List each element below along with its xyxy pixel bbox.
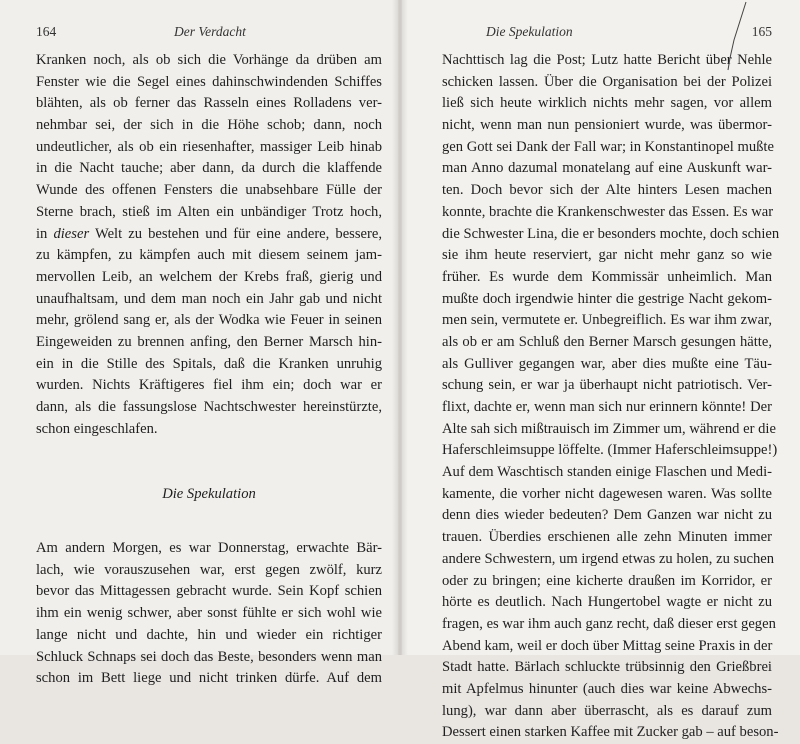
text-line: früher. Es wurde dem Kommissär unheimlich. Man	[442, 268, 772, 285]
text-line: die Schwester Lina, die er besonders mochte, doch schien	[442, 225, 780, 242]
right-page	[402, 0, 800, 741]
text-line: Haferschleimsuppe löffelte. (Immer Haferschleimsuppe!)	[442, 442, 778, 459]
right-page-header	[442, 23, 772, 41]
text-line: men sein, vermutete er. Unbegreiflich. Es war ihm zwar,	[442, 312, 772, 329]
text-line: oder zu bringen; eine kicherte draußen im Korridor, er	[442, 572, 772, 589]
text-line: nicht, wenn man nun pensioniert wurde, was übermor-	[442, 117, 772, 134]
text-line: Alte sah sich mißtrauisch im Zimmer um, während er die	[442, 420, 776, 437]
text-line: als ob er am Schluß den Berner Marsch gesungen hätte,	[442, 333, 772, 350]
text-line: fragen, es war ihm auch ganz recht, daß dieser erst gegen	[442, 615, 776, 632]
text-line: andere Schwestern, um irgend etwas zu holen, zu suchen	[442, 550, 775, 567]
text-line: wurden. Nichts Kräftigeres fiel ihm ein; doch war er	[36, 377, 382, 394]
text-line: mit Apfelmus hinunter (auch dies war keine Abwechs-	[442, 680, 772, 697]
text-line: man Anno dazumal monatelang auf eine Auskunft war-	[442, 160, 772, 177]
text-line: Auf dem Waschtisch standen einige Flaschen und Medi-	[442, 464, 772, 481]
text-line: Abend kam, weil er doch über Mittag seine Praxis in der	[442, 637, 773, 654]
book-gutter-shadow	[392, 0, 408, 655]
text-line: kamente, die vorher nicht dagewesen waren. Was sollte	[442, 485, 772, 502]
text-line: Am andern Morgen, es war Donnerstag, erwachte Bär-	[36, 540, 382, 557]
section-spacer	[36, 440, 382, 484]
text-line: mußte doch irgendwie hinter die gestrige Nacht gekom-	[442, 290, 772, 307]
left-page-text	[36, 50, 382, 690]
left-page-header	[36, 23, 382, 41]
right-paragraph	[442, 50, 780, 744]
section-heading: Die Spekulation	[162, 486, 256, 503]
text-line: lach, wie vorauszusehen war, erst gegen zwölf, kurz	[36, 561, 382, 578]
text-line: Nachttisch lag die Post; Lutz hatte Bericht über Nehle	[442, 52, 772, 68]
text-line: nehmbar sei, der sich in die Höhe schob; dann, noch	[36, 117, 382, 134]
text-line: ließ sich heute wirklich nichts mehr sagen, vor allem	[442, 95, 772, 112]
left-paragraph-end	[36, 245, 382, 440]
text-line: bevor das Mittagessen gebracht wurde. Sein Kopf schien	[36, 583, 382, 600]
text-line-italic	[36, 224, 382, 246]
text-line: Sterne brach, stieß im Alten ein unbändiger Trotz hoch,	[36, 203, 382, 220]
text-line: konnte, brachte die Krankenschwester das Essen. Es war	[442, 203, 774, 220]
text-line: lange nicht und dachte, hin und wieder ein richtiger	[36, 626, 382, 643]
text-line: undeutlicher, als ob ein riesenhafter, massiger Leib hinab	[36, 138, 382, 155]
text-line: schon eingeschlafen.	[36, 420, 158, 437]
text-line: mehr, grölend sang er, als der Wodka wie Feuer in seinen	[36, 312, 382, 329]
text-line: ihm ein wenig schwer, aber sonst fühlte er sich wohl wie	[36, 605, 382, 622]
text-line: sie ihm heute reserviert, gar nicht mehr ganz so wie	[442, 247, 772, 264]
text-line: lung), war dann aber überrascht, als es darauf zum	[442, 702, 772, 719]
text-line: zu kämpfen, zu kämpfen auch mit diesem seinem jam-	[36, 247, 382, 264]
text-line: ten. Doch bevor sich der Alte hinters Lesen machen	[442, 182, 772, 199]
text-line: mervollen Leib, an welchem der Krebs fraß, gierig und	[36, 268, 382, 285]
text-line: trauen. Überdies erschienen alle zehn Minuten immer	[442, 529, 772, 546]
text-line: Wunde des offenen Fensters die unabsehbare Fülle der	[36, 182, 382, 199]
text-line: schung sein, er war ja überhaupt nicht patriotisch. Ver-	[442, 377, 772, 394]
text-fragment: Welt zu bestehen und für eine andere, bessere,	[89, 225, 382, 242]
right-page-text	[442, 50, 780, 744]
right-page-number: 165	[751, 24, 772, 39]
text-line: als Gulliver gegangen war, aber dies mußte eine Täu-	[442, 355, 772, 372]
section-spacer	[36, 506, 382, 538]
right-running-title: Die Spekulation	[486, 24, 573, 39]
left-running-title: Der Verdacht	[174, 24, 246, 39]
text-line: schicken lassen. Über die Organisation bei der Polizei	[442, 73, 772, 90]
section-paragraph	[36, 538, 382, 690]
text-line: dann, als die fassungslose Nachtschwester hereinstürzte,	[36, 399, 382, 415]
left-page	[0, 0, 398, 687]
text-line: Schluck Schnaps sei doch das Beste, besonders wenn man	[36, 648, 382, 665]
text-line: ein in die Stille des Spitals, daß die Kranken unruhig	[36, 355, 382, 372]
text-line: hörte es deutlich. Nach Hungertobel wagte er nicht zu	[442, 594, 772, 611]
left-paragraph-continuation	[36, 50, 382, 224]
text-fragment: in	[36, 225, 54, 242]
text-line: blähten, als ob ferner das Rasseln eines Rolladens ver-	[36, 95, 382, 112]
text-line: flixt, dachte er, wenn man sich nur erinnern könnte! Der	[442, 399, 772, 415]
text-line: denn dies wieder bedeuten? Dem Ganzen war nicht zu	[442, 507, 772, 524]
text-line: gen Gott sei Dank der Fall war; in Konstantinopel mußte	[442, 138, 774, 155]
text-line: in die Nacht tauche; aber dann, da durch die klaffende	[36, 160, 382, 177]
text-line: Kranken noch, als ob sich die Vorhänge da drüben am	[36, 52, 382, 68]
text-line: Fenster wie die Segel eines dahinschwindenden Schiffes	[36, 73, 382, 90]
text-line: schon im Bett liege und nicht trinken dürfe. Auf dem	[36, 670, 382, 687]
text-line: Dessert einen starken Kaffee mit Zucker gab – auf beson-	[442, 724, 779, 741]
text-line: unaufhaltsam, und dem man noch ein Jahr gab und nicht	[36, 290, 382, 307]
text-line: Eingeweiden zu brennen anfing, den Berner Marsch hin-	[36, 333, 382, 350]
italic-word: dieser	[53, 225, 90, 242]
text-line: Stadt hatte. Bärlach schluckte trübsinnig den Grießbrei	[442, 659, 772, 676]
left-page-number: 164	[36, 24, 57, 39]
